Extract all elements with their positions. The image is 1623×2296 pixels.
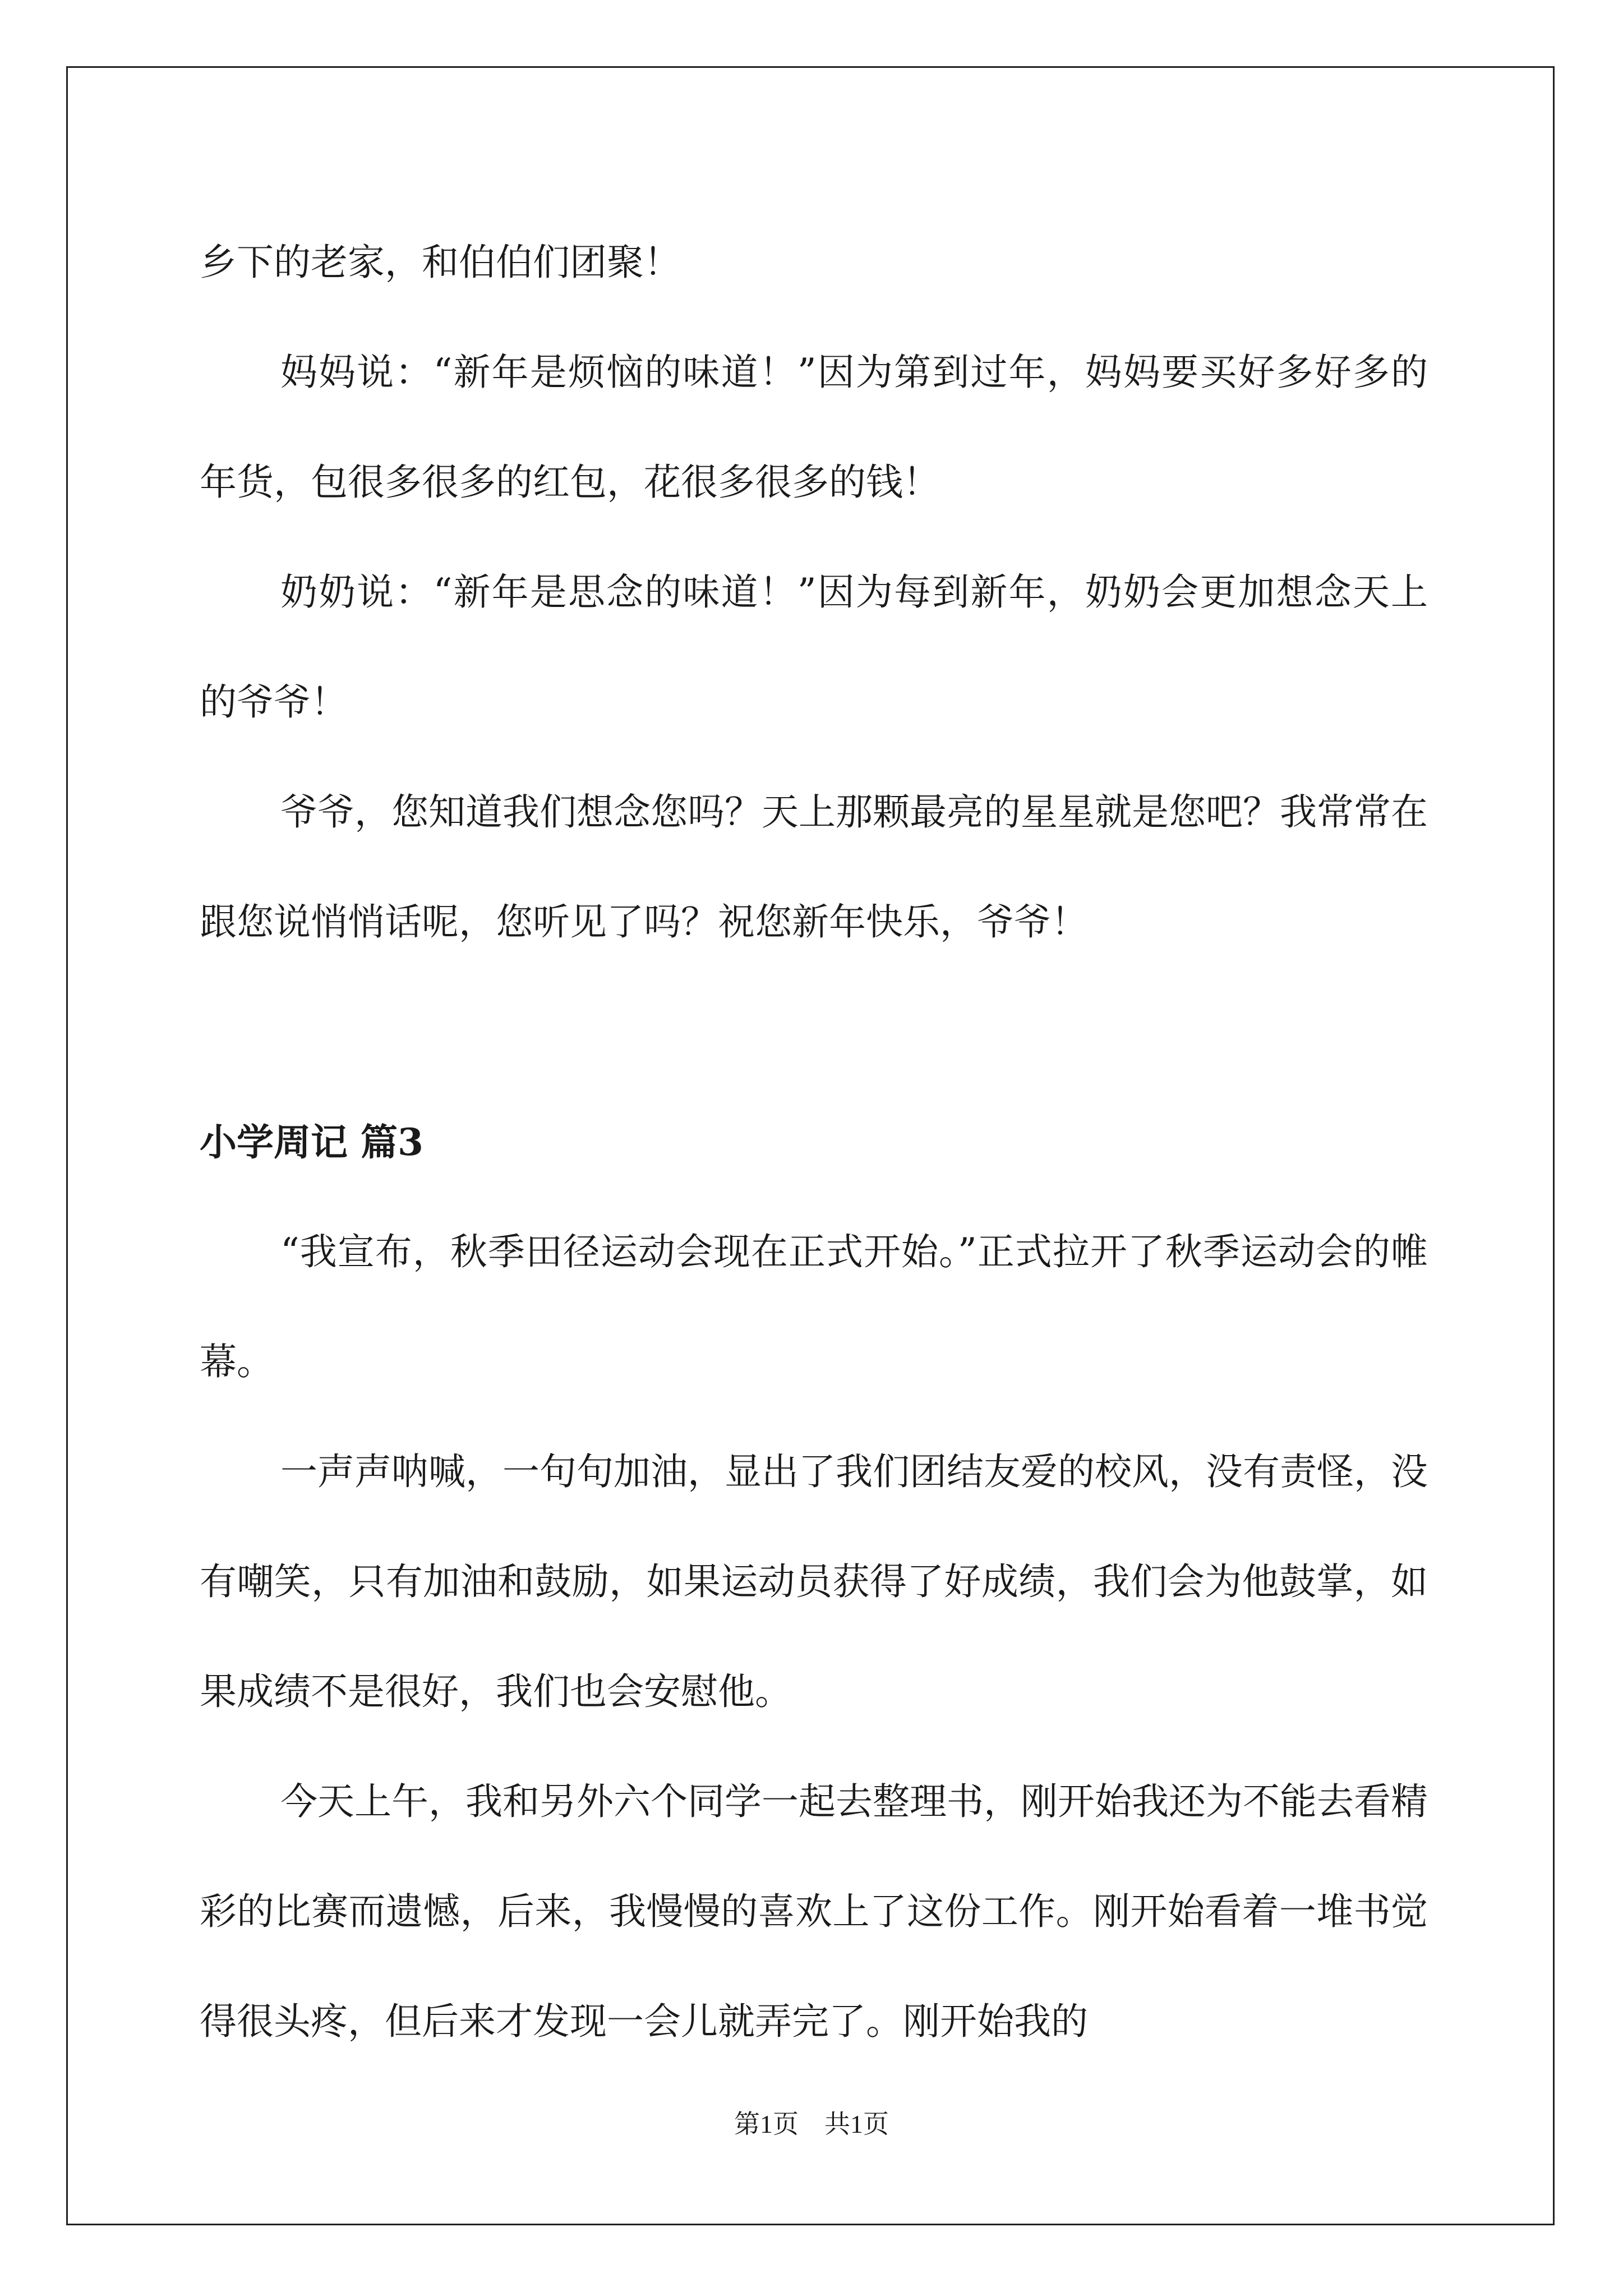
paragraph: 今天上午，我和另外六个同学一起去整理书，刚开始我还为不能去看精彩的比赛而遗憾，后来，我慢慢的喜欢上了这份工作。刚开始看着一堆书觉得很头疼，但后来才发现一会儿就弄完了。刚开始我的 [200, 1780, 1428, 2043]
paragraph: 妈妈说：“新年是烦恼的味道！”因为第到过年，妈妈要买好多好多的年货，包很多很多的红包，花很多很多的钱！ [200, 351, 1428, 504]
paragraph: 一声声呐喊，一句句加油，显出了我们团结友爱的校风，没有责怪，没有嘲笑，只有加油和鼓励，如果运动员获得了好成绩，我们会为他鼓掌，如果成绩不是很好，我们也会安慰他。 [200, 1450, 1428, 1713]
document-body [200, 208, 1428, 2077]
page-footer: 第1页 共1页 [734, 2110, 889, 2138]
paragraph: “我宣布，秋季田径运动会现在正式开始。”正式拉开了秋季运动会的帷幕。 [200, 1230, 1428, 1383]
section-spacer [200, 977, 1428, 1087]
paragraph: 乡下的老家，和伯伯们团聚！ [200, 241, 681, 284]
paragraph: 爷爷，您知道我们想念您吗？天上那颗最亮的星星就是您吧？我常常在跟您说悄悄话呢，您听见了吗？祝您新年快乐，爷爷！ [200, 790, 1428, 944]
paragraph: 奶奶说：“新年是思念的味道！”因为每到新年，奶奶会更加想念天上的爷爷！ [200, 570, 1428, 724]
section-heading: 小学周记 篇3 [200, 1120, 423, 1164]
